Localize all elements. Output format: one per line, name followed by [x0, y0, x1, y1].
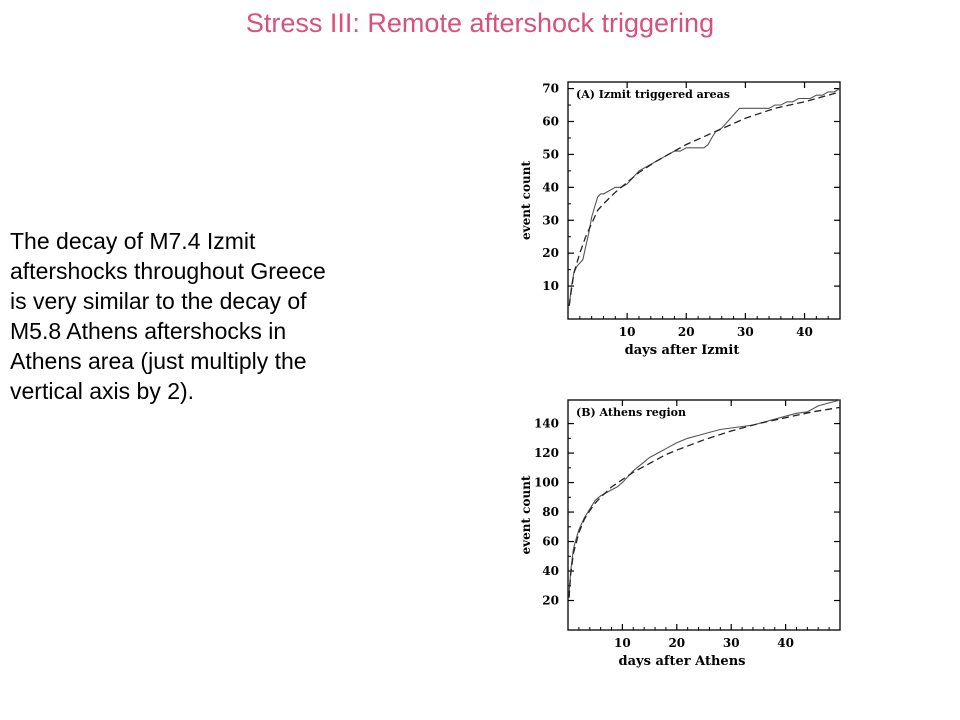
x-axis-label: days after Athens [618, 654, 746, 669]
y-tick-label: 60 [542, 534, 559, 549]
plot-frame [568, 82, 840, 319]
x-tick-label: 40 [777, 636, 794, 650]
series-line-observed [569, 89, 840, 306]
body-line: M5.8 Athens aftershocks in [10, 318, 287, 344]
y-axis-label: event count [519, 475, 533, 555]
chart-panel-b [519, 400, 840, 669]
y-tick-label: 20 [542, 246, 559, 261]
x-tick-label: 10 [618, 325, 636, 339]
y-tick-label: 120 [533, 446, 559, 461]
x-tick-label: 40 [796, 325, 813, 339]
series-line-observed [569, 400, 840, 593]
y-tick-label: 50 [542, 147, 559, 162]
series-line-fit [569, 92, 840, 306]
x-tick-label: 20 [668, 636, 686, 650]
slide-title: Stress III: Remote aftershock triggering [245, 8, 715, 38]
y-tick-label: 20 [542, 593, 559, 608]
body-line: The decay of M7.4 Izmit [10, 228, 256, 254]
body-line: is very similar to the decay of [10, 288, 307, 314]
x-tick-label: 30 [737, 325, 754, 339]
y-tick-label: 40 [542, 564, 559, 579]
y-tick-label: 30 [542, 213, 559, 228]
body-line: Athens area (just multiply the [10, 348, 307, 374]
y-tick-label: 60 [542, 114, 559, 129]
y-axis-label: event count [519, 161, 533, 240]
body-line: vertical axis by 2). [10, 378, 195, 404]
x-tick-label: 30 [722, 636, 740, 650]
panel-label: (B) Athens region [576, 406, 686, 419]
y-tick-label: 100 [533, 475, 559, 490]
series-line-fit [569, 407, 840, 597]
y-tick-label: 10 [542, 279, 559, 294]
body-line: aftershocks throughout Greece [10, 258, 326, 284]
x-axis-label: days after Izmit [624, 343, 740, 358]
y-tick-label: 80 [542, 505, 559, 520]
x-tick-label: 20 [677, 325, 695, 339]
y-tick-label: 40 [542, 180, 559, 195]
plot-frame [568, 400, 840, 630]
chart-panel-a [519, 82, 840, 358]
x-tick-label: 10 [614, 636, 631, 650]
panel-label: (A) Izmit triggered areas [576, 88, 730, 101]
y-tick-label: 140 [533, 416, 559, 431]
y-tick-label: 70 [542, 81, 559, 96]
